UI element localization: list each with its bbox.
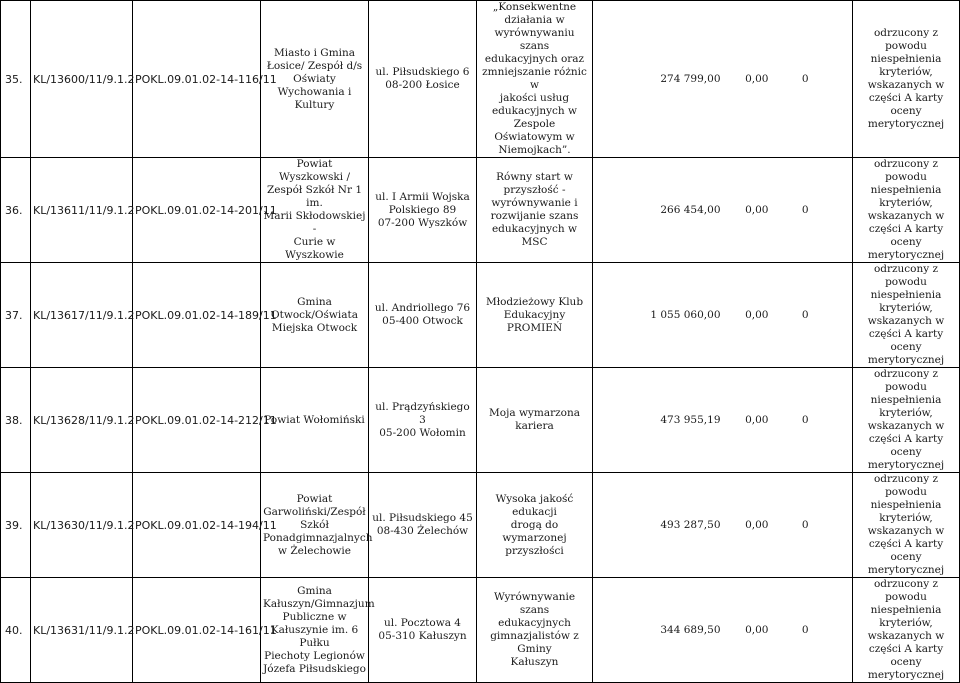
- project-number: [133, 1, 277, 158]
- applicant-address: [369, 1, 477, 158]
- applicant-address: [369, 473, 477, 578]
- reference-number: [31, 158, 133, 263]
- applicant-name: [261, 368, 369, 473]
- no-text: 35.: [5, 72, 23, 86]
- proj-text: POKL.09.01.02-14-194/11: [135, 518, 277, 532]
- project-number: [133, 368, 277, 473]
- applicant-name: [261, 158, 369, 263]
- project-title: [477, 158, 593, 263]
- address-text: ul. Piłsudskiego 6 08-200 Łosice: [375, 66, 470, 91]
- applicant-address: [369, 578, 477, 683]
- proj-text: POKL.09.01.02-14-189/11: [135, 308, 277, 322]
- row-number: [1, 473, 31, 578]
- applicant-text: Powiat Wołomiński: [264, 413, 365, 426]
- title-text: „Konsekwentne działania w wyrównywaniu szans edukacyjnych oraz zmniejszanie różnic w jakości usług edukacyjnych w Zespole Oświatowym w Niemojkach”.: [482, 1, 587, 156]
- status-note: [853, 473, 960, 578]
- amounts: [593, 263, 853, 368]
- address-text: ul. Prądzyńskiego 3 05-200 Wołomin: [375, 400, 470, 439]
- granted-amount: 0,00: [745, 308, 769, 321]
- row-number: [1, 1, 31, 158]
- project-title: [477, 473, 593, 578]
- amounts: [593, 578, 853, 683]
- granted-amount: 0,00: [745, 72, 769, 85]
- score: 0: [801, 623, 809, 636]
- status-note: [853, 578, 960, 683]
- address-text: ul. Piłsudskiego 45 08-430 Żelechów: [372, 512, 473, 537]
- project-number: [133, 578, 277, 683]
- address-text: ul. Andriollego 76 05-400 Otwock: [374, 302, 471, 327]
- title-text: Wysoka jakość edukacji drogą do wymarzonej przyszłości: [495, 492, 574, 557]
- no-text: 40.: [5, 623, 23, 637]
- table-row: [1, 158, 960, 263]
- amounts: [593, 158, 853, 263]
- project-number: [133, 263, 277, 368]
- no-text: 37.: [5, 308, 23, 322]
- title-text: Moja wymarzona kariera: [489, 407, 580, 432]
- requested-amount: 274 799,00: [660, 72, 721, 85]
- reference-number: [31, 578, 133, 683]
- applicant-address: [369, 263, 477, 368]
- project-title: [477, 578, 593, 683]
- no-text: 39.: [5, 518, 23, 532]
- title-text: Młodzieżowy Klub Edukacyjny PROMIEŃ: [485, 295, 584, 334]
- ref-text: KL/13628/11/9.1.2: [33, 413, 135, 427]
- reference-number: [31, 1, 133, 158]
- score: 0: [801, 518, 809, 531]
- ref-text: KL/13631/11/9.1.2: [33, 623, 135, 637]
- status-text: odrzucony z powodu niespełnienia kryteriów, wskazanych w części A karty oceny merytorycznej: [867, 27, 945, 130]
- status-text: odrzucony z powodu niespełnienia kryteriów, wskazanych w części A karty oceny merytorycznej: [867, 263, 945, 366]
- table-row: [1, 263, 960, 368]
- proj-text: POKL.09.01.02-14-201/11: [135, 203, 277, 217]
- project-title: [477, 263, 593, 368]
- status-text: odrzucony z powodu niespełnienia kryteriów, wskazanych w części A karty oceny merytorycznej: [867, 473, 945, 576]
- reference-number: [31, 368, 133, 473]
- granted-amount: 0,00: [745, 518, 769, 531]
- score: 0: [801, 72, 809, 85]
- requested-amount: 493 287,50: [660, 518, 721, 531]
- applicant-name: [261, 578, 375, 683]
- status-text: odrzucony z powodu niespełnienia kryteriów, wskazanych w części A karty oceny merytorycznej: [867, 158, 945, 261]
- amounts: [593, 368, 853, 473]
- no-text: 36.: [5, 203, 23, 217]
- granted-amount: 0,00: [745, 413, 769, 426]
- table-row: [1, 1, 960, 158]
- requested-amount: 473 955,19: [660, 413, 721, 426]
- score: 0: [801, 413, 809, 426]
- project-title: [477, 368, 593, 473]
- reference-number: [31, 263, 133, 368]
- granted-amount: 0,00: [745, 203, 769, 216]
- applicant-name: [261, 263, 369, 368]
- applicant-address: [369, 158, 477, 263]
- status-note: [853, 368, 960, 473]
- amounts: [593, 473, 853, 578]
- score: 0: [801, 308, 809, 321]
- requested-amount: 1 055 060,00: [650, 308, 721, 321]
- status-note: [853, 1, 960, 158]
- applicant-text: Powiat Garwoliński/Zespół Szkół Ponadgimnazjalnych w Żelechowie: [263, 492, 373, 557]
- table-row: [1, 578, 960, 683]
- address-text: ul. I Armii Wojska Polskiego 89 07-200 Wyszków: [375, 190, 470, 229]
- ref-text: KL/13600/11/9.1.2: [33, 72, 135, 86]
- project-number: [133, 158, 277, 263]
- proj-text: POKL.09.01.02-14-161/11: [135, 623, 277, 637]
- row-number: [1, 263, 31, 368]
- proj-text: POKL.09.01.02-14-212/11: [135, 413, 277, 427]
- address-text: ul. Pocztowa 4 05-310 Kałuszyn: [378, 617, 467, 642]
- project-number: [133, 473, 277, 578]
- applicant-text: Gmina Kałuszyn/Gimnazjum Publiczne w Kałuszynie im. 6 Pułku Piechoty Legionów Józefa Piłsudskiego: [263, 584, 375, 675]
- table-row: [1, 473, 960, 578]
- table-row: [1, 368, 960, 473]
- ref-text: KL/13617/11/9.1.2: [33, 308, 135, 322]
- no-text: 38.: [5, 413, 23, 427]
- reference-number: [31, 473, 133, 578]
- applicant-address: [369, 368, 477, 473]
- row-number: [1, 368, 31, 473]
- amounts: [593, 1, 853, 158]
- status-note: [853, 158, 960, 263]
- granted-amount: 0,00: [745, 623, 769, 636]
- status-note: [853, 263, 960, 368]
- proj-text: POKL.09.01.02-14-116/11: [135, 72, 277, 86]
- applicant-text: Gmina Otwock/Oświata Miejska Otwock: [271, 295, 358, 334]
- score: 0: [801, 203, 809, 216]
- applicant-text: Powiat Wyszkowski / Zespół Szkół Nr 1 im. Marii Skłodowskiej - Curie w Wyszkowie: [263, 158, 366, 261]
- requested-amount: 266 454,00: [660, 203, 721, 216]
- requested-amount: 344 689,50: [660, 623, 721, 636]
- applicant-text: Miasto i Gmina Łosice/ Zespół d/s Oświaty Wychowania i Kultury: [266, 46, 363, 111]
- title-text: Wyrównywanie szans edukacyjnych gimnazjalistów z Gminy Kałuszyn: [490, 591, 579, 668]
- status-text: odrzucony z powodu niespełnienia kryteriów, wskazanych w części A karty oceny merytorycznej: [867, 578, 945, 681]
- ref-text: KL/13630/11/9.1.2: [33, 518, 135, 532]
- project-title: [477, 1, 593, 158]
- ref-text: KL/13611/11/9.1.2: [33, 203, 135, 217]
- title-text: Równy start w przyszłość - wyrównywanie i rozwijanie szans edukacyjnych w MSC: [490, 171, 579, 248]
- status-text: odrzucony z powodu niespełnienia kryteriów, wskazanych w części A karty oceny merytorycznej: [867, 368, 945, 471]
- row-number: [1, 578, 31, 683]
- row-number: [1, 158, 31, 263]
